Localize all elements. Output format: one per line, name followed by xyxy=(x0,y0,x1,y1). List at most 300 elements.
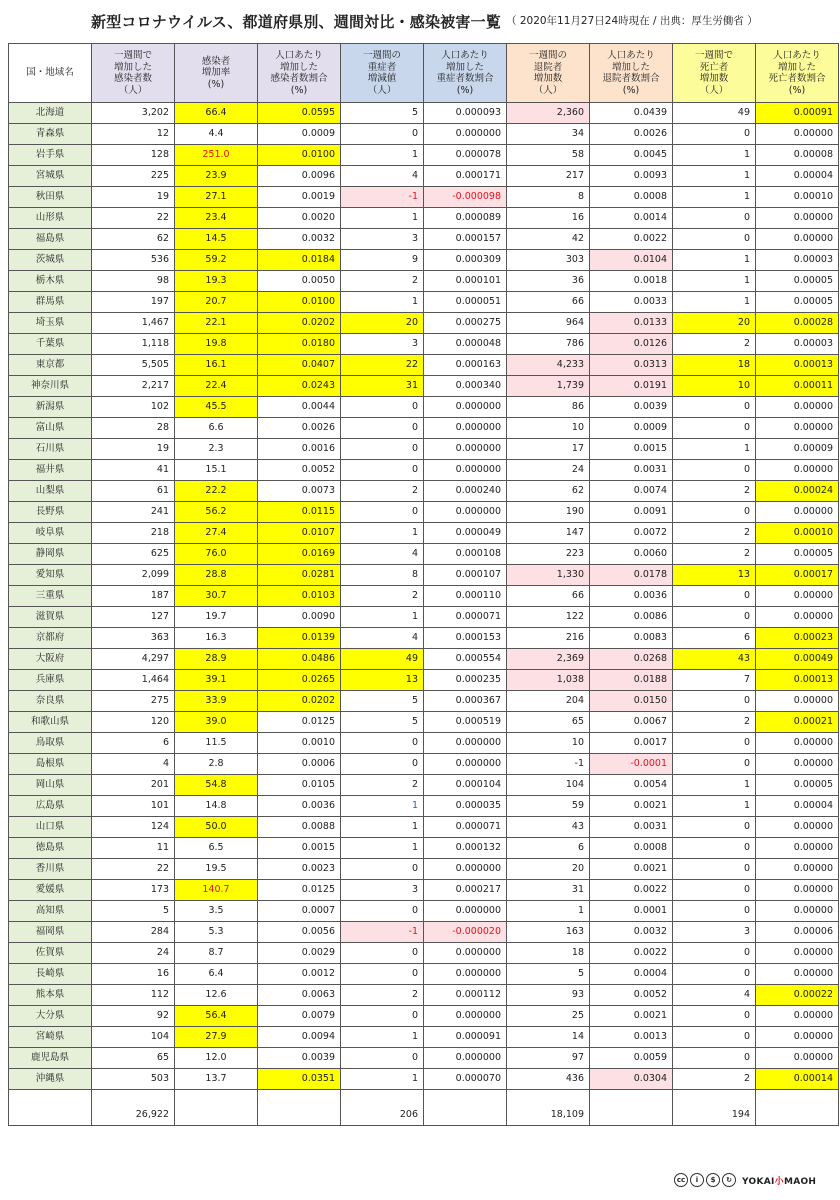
table-cell: 0.0018 xyxy=(590,271,673,292)
table-cell: 0.000101 xyxy=(424,271,507,292)
table-cell: 92 xyxy=(92,1006,175,1027)
prefecture-name: 静岡県 xyxy=(9,544,92,565)
prefecture-name: 群馬県 xyxy=(9,292,92,313)
table-cell: 0.0008 xyxy=(590,187,673,208)
table-cell: 0.0031 xyxy=(590,817,673,838)
table-cell: 0.0407 xyxy=(258,355,341,376)
table-cell: 0.0096 xyxy=(258,166,341,187)
table-cell: 5 xyxy=(92,901,175,922)
prefecture-name: 東京都 xyxy=(9,355,92,376)
table-cell: 0.00008 xyxy=(756,145,839,166)
table-cell: 0.000000 xyxy=(424,1048,507,1069)
table-cell: 1 xyxy=(341,1027,424,1048)
table-cell: 127 xyxy=(92,607,175,628)
table-cell: 1 xyxy=(673,775,756,796)
table-cell: 58 xyxy=(507,145,590,166)
table-cell: 76.0 xyxy=(175,544,258,565)
table-cell: 6.4 xyxy=(175,964,258,985)
table-cell: 0.0022 xyxy=(590,880,673,901)
table-cell: 0.0067 xyxy=(590,712,673,733)
table-cell: 24 xyxy=(92,943,175,964)
table-cell: 0.0009 xyxy=(258,124,341,145)
table-cell: 104 xyxy=(507,775,590,796)
table-cell: 0.00005 xyxy=(756,271,839,292)
table-cell: 104 xyxy=(92,1027,175,1048)
table-cell: 0 xyxy=(673,229,756,250)
prefecture-name: 福岡県 xyxy=(9,922,92,943)
table-cell: 31 xyxy=(341,376,424,397)
table-cell: 0.0191 xyxy=(590,376,673,397)
table-cell: 61 xyxy=(92,481,175,502)
table-cell: 0.0125 xyxy=(258,880,341,901)
total-cell xyxy=(9,1090,92,1126)
prefecture-name: 京都府 xyxy=(9,628,92,649)
table-cell: 6 xyxy=(673,628,756,649)
table-cell: 0.00006 xyxy=(756,922,839,943)
table-row xyxy=(9,313,839,334)
table-cell: 12.0 xyxy=(175,1048,258,1069)
table-cell: 0.00017 xyxy=(756,565,839,586)
table-cell: 0 xyxy=(673,859,756,880)
table-cell: 0.0281 xyxy=(258,565,341,586)
table-cell: 0.000104 xyxy=(424,775,507,796)
table-cell: 0.000240 xyxy=(424,481,507,502)
table-cell: 284 xyxy=(92,922,175,943)
header-row xyxy=(9,44,839,103)
table-cell: 22 xyxy=(341,355,424,376)
prefecture-name: 大阪府 xyxy=(9,649,92,670)
table-cell: 34 xyxy=(507,124,590,145)
table-cell: 0.000171 xyxy=(424,166,507,187)
table-cell: 20 xyxy=(507,859,590,880)
table-cell: 11 xyxy=(92,838,175,859)
table-cell: 0.00010 xyxy=(756,187,839,208)
prefecture-name: 岡山県 xyxy=(9,775,92,796)
table-cell: 0.00004 xyxy=(756,166,839,187)
prefecture-name: 長崎県 xyxy=(9,964,92,985)
table-cell: 0 xyxy=(341,901,424,922)
table-cell: 0.000112 xyxy=(424,985,507,1006)
prefecture-name: 福島県 xyxy=(9,229,92,250)
table-cell: 251.0 xyxy=(175,145,258,166)
prefecture-name: 神奈川県 xyxy=(9,376,92,397)
table-cell: 0.0133 xyxy=(590,313,673,334)
table-row xyxy=(9,481,839,502)
table-cell: 0.0032 xyxy=(258,229,341,250)
table-cell: 0.0021 xyxy=(590,859,673,880)
table-cell: 0.000071 xyxy=(424,817,507,838)
table-cell: 0.0139 xyxy=(258,628,341,649)
table-cell: 0.000091 xyxy=(424,1027,507,1048)
table-cell: 124 xyxy=(92,817,175,838)
table-cell: 8 xyxy=(341,565,424,586)
table-cell: 2,099 xyxy=(92,565,175,586)
table-cell: 3 xyxy=(341,334,424,355)
table-cell: 0.0105 xyxy=(258,775,341,796)
table-cell: 0.000000 xyxy=(424,859,507,880)
table-cell: 0.0073 xyxy=(258,481,341,502)
table-row xyxy=(9,187,839,208)
table-cell: 28 xyxy=(92,418,175,439)
table-cell: 0.000519 xyxy=(424,712,507,733)
table-cell: 10 xyxy=(673,376,756,397)
prefecture-name: 鳥取県 xyxy=(9,733,92,754)
table-cell: 22 xyxy=(92,208,175,229)
table-cell: 0.0115 xyxy=(258,502,341,523)
table-cell: 1 xyxy=(341,145,424,166)
table-cell: 0.00000 xyxy=(756,754,839,775)
table-cell: 0.0079 xyxy=(258,1006,341,1027)
table-cell: 16 xyxy=(92,964,175,985)
table-cell: 24 xyxy=(507,460,590,481)
table-row xyxy=(9,649,839,670)
prefecture-name: 熊本県 xyxy=(9,985,92,1006)
table-cell: 0.00010 xyxy=(756,523,839,544)
table-cell: 0.00000 xyxy=(756,208,839,229)
table-cell: 0 xyxy=(673,817,756,838)
table-cell: -1 xyxy=(507,754,590,775)
table-cell: 0 xyxy=(673,943,756,964)
table-cell: 9 xyxy=(341,250,424,271)
table-cell: 0.000000 xyxy=(424,439,507,460)
prefecture-name: 大分県 xyxy=(9,1006,92,1027)
table-cell: 0.0125 xyxy=(258,712,341,733)
table-cell: 27.4 xyxy=(175,523,258,544)
table-cell: 0.0054 xyxy=(590,775,673,796)
table-cell: 41 xyxy=(92,460,175,481)
table-cell: 28.9 xyxy=(175,649,258,670)
table-cell: 13.7 xyxy=(175,1069,258,1090)
source-note: （ 2020年11月27日24時現在 / 出典：厚生労働省 ） xyxy=(506,15,758,27)
table-cell: 62 xyxy=(92,229,175,250)
table-cell: 2.3 xyxy=(175,439,258,460)
table-cell: 0 xyxy=(673,1048,756,1069)
table-cell: 0.00000 xyxy=(756,838,839,859)
table-cell: 17 xyxy=(507,439,590,460)
table-cell: 0 xyxy=(341,439,424,460)
table-row xyxy=(9,460,839,481)
table-cell: 4,297 xyxy=(92,649,175,670)
table-cell: 0 xyxy=(673,502,756,523)
table-cell: 201 xyxy=(92,775,175,796)
table-cell: 0.000108 xyxy=(424,544,507,565)
table-cell: 0.0351 xyxy=(258,1069,341,1090)
table-cell: 0.000000 xyxy=(424,460,507,481)
table-cell: 0.00013 xyxy=(756,355,839,376)
table-row xyxy=(9,712,839,733)
prefecture-name: 岐阜県 xyxy=(9,523,92,544)
table-cell: 3.5 xyxy=(175,901,258,922)
table-cell: -0.0001 xyxy=(590,754,673,775)
table-cell: 1 xyxy=(341,1069,424,1090)
table-cell: 0.00000 xyxy=(756,586,839,607)
table-cell: 0.000070 xyxy=(424,1069,507,1090)
table-cell: 0.0036 xyxy=(590,586,673,607)
table-cell: 216 xyxy=(507,628,590,649)
table-cell: 0.0304 xyxy=(590,1069,673,1090)
table-cell: 0.000157 xyxy=(424,229,507,250)
table-cell: 0.00000 xyxy=(756,1006,839,1027)
table-cell: 4 xyxy=(673,985,756,1006)
table-cell: 1 xyxy=(673,439,756,460)
table-cell: 0.000035 xyxy=(424,796,507,817)
table-cell: 0.000000 xyxy=(424,943,507,964)
table-cell: 12 xyxy=(92,124,175,145)
table-cell: 0.0052 xyxy=(258,460,341,481)
table-cell: 0.00023 xyxy=(756,628,839,649)
table-cell: 0.00091 xyxy=(756,103,839,124)
table-row xyxy=(9,880,839,901)
table-row xyxy=(9,565,839,586)
table-cell: 964 xyxy=(507,313,590,334)
table-row xyxy=(9,859,839,880)
table-cell: 56.4 xyxy=(175,1006,258,1027)
table-row xyxy=(9,691,839,712)
table-cell: 0 xyxy=(673,754,756,775)
table-cell: 19.3 xyxy=(175,271,258,292)
column-header: 国・地域名 xyxy=(9,44,92,103)
prefecture-name: 石川県 xyxy=(9,439,92,460)
table-row xyxy=(9,964,839,985)
table-cell: 0.0265 xyxy=(258,670,341,691)
table-cell: 0.0083 xyxy=(590,628,673,649)
table-cell: 218 xyxy=(92,523,175,544)
table-cell: 3 xyxy=(341,229,424,250)
table-cell: 27.9 xyxy=(175,1027,258,1048)
table-cell: 0.00000 xyxy=(756,460,839,481)
table-cell: 98 xyxy=(92,271,175,292)
table-cell: 0 xyxy=(673,733,756,754)
table-cell: 187 xyxy=(92,586,175,607)
table-cell: 14 xyxy=(507,1027,590,1048)
table-cell: 0.00003 xyxy=(756,334,839,355)
table-cell: 6.5 xyxy=(175,838,258,859)
table-cell: 0 xyxy=(673,586,756,607)
table-cell: 0.0029 xyxy=(258,943,341,964)
table-cell: 5.3 xyxy=(175,922,258,943)
table-cell: 0 xyxy=(341,859,424,880)
table-cell: 42 xyxy=(507,229,590,250)
table-cell: 22 xyxy=(92,859,175,880)
table-cell: 204 xyxy=(507,691,590,712)
prefecture-name: 佐賀県 xyxy=(9,943,92,964)
table-cell: 0 xyxy=(341,1048,424,1069)
table-row xyxy=(9,418,839,439)
license-badge xyxy=(674,1173,736,1187)
table-cell: 0.00000 xyxy=(756,124,839,145)
prefecture-name: 青森県 xyxy=(9,124,92,145)
table-cell: 20 xyxy=(341,313,424,334)
table-cell: 1,118 xyxy=(92,334,175,355)
table-cell: 0.0126 xyxy=(590,334,673,355)
table-cell: 0.0007 xyxy=(258,901,341,922)
table-cell: 49 xyxy=(341,649,424,670)
table-cell: 0.00005 xyxy=(756,292,839,313)
table-cell: 0.0107 xyxy=(258,523,341,544)
table-cell: 625 xyxy=(92,544,175,565)
table-cell: 0.0009 xyxy=(590,418,673,439)
prefecture-name: 愛知県 xyxy=(9,565,92,586)
table-row xyxy=(9,607,839,628)
table-cell: 0 xyxy=(673,691,756,712)
table-cell: 0 xyxy=(341,754,424,775)
table-cell: 0.0268 xyxy=(590,649,673,670)
table-cell: 1 xyxy=(341,817,424,838)
table-cell: 59 xyxy=(507,796,590,817)
total-cell xyxy=(258,1090,341,1126)
table-row xyxy=(9,124,839,145)
table-cell: 18 xyxy=(673,355,756,376)
totals-row xyxy=(9,1090,839,1126)
prefecture-name: 秋田県 xyxy=(9,187,92,208)
table-row xyxy=(9,145,839,166)
table-cell: 0.00000 xyxy=(756,817,839,838)
table-cell: 0.0016 xyxy=(258,439,341,460)
table-row xyxy=(9,523,839,544)
table-cell: 0.0243 xyxy=(258,376,341,397)
prefecture-table xyxy=(8,43,839,1126)
table-cell: 303 xyxy=(507,250,590,271)
table-cell: 27.1 xyxy=(175,187,258,208)
table-cell: 0 xyxy=(673,418,756,439)
cc-icon: cc xyxy=(674,1173,688,1187)
prefecture-name: 茨城県 xyxy=(9,250,92,271)
table-cell: 0 xyxy=(673,1027,756,1048)
prefecture-name: 岩手県 xyxy=(9,145,92,166)
table-cell: 0.000000 xyxy=(424,733,507,754)
column-header: 人口あたり 増加した 重症者数割合 (%) xyxy=(424,44,507,103)
by-icon: i xyxy=(690,1173,704,1187)
table-cell: 14.5 xyxy=(175,229,258,250)
table-cell: 19.8 xyxy=(175,334,258,355)
table-cell: 20.7 xyxy=(175,292,258,313)
table-cell: 0.00014 xyxy=(756,1069,839,1090)
prefecture-name: 山形県 xyxy=(9,208,92,229)
table-cell: 0.0039 xyxy=(258,1048,341,1069)
prefecture-name: 富山県 xyxy=(9,418,92,439)
prefecture-name: 宮城県 xyxy=(9,166,92,187)
table-cell: 190 xyxy=(507,502,590,523)
table-cell: 5 xyxy=(507,964,590,985)
table-row xyxy=(9,229,839,250)
table-cell: 0 xyxy=(673,880,756,901)
table-cell: 0.00024 xyxy=(756,481,839,502)
total-cell xyxy=(756,1090,839,1126)
table-row xyxy=(9,1048,839,1069)
table-cell: 45.5 xyxy=(175,397,258,418)
prefecture-name: 三重県 xyxy=(9,586,92,607)
table-cell: 65 xyxy=(92,1048,175,1069)
total-cell xyxy=(590,1090,673,1126)
table-row xyxy=(9,670,839,691)
table-cell: 536 xyxy=(92,250,175,271)
table-cell: 4.4 xyxy=(175,124,258,145)
table-cell: 0.0313 xyxy=(590,355,673,376)
table-cell: 1 xyxy=(341,838,424,859)
table-cell: 0.0026 xyxy=(590,124,673,145)
table-row xyxy=(9,166,839,187)
table-cell: 1 xyxy=(673,145,756,166)
table-cell: 0 xyxy=(673,124,756,145)
prefecture-name: 埼玉県 xyxy=(9,313,92,334)
column-header: 感染者 増加率 (%) xyxy=(175,44,258,103)
table-cell: 122 xyxy=(507,607,590,628)
prefecture-name: 北海道 xyxy=(9,103,92,124)
table-row xyxy=(9,355,839,376)
table-cell: 13 xyxy=(673,565,756,586)
total-cell: 18,109 xyxy=(507,1090,590,1126)
table-cell: 0.0022 xyxy=(590,229,673,250)
table-cell: 0.0091 xyxy=(590,502,673,523)
table-cell: 6.6 xyxy=(175,418,258,439)
table-cell: 0.00000 xyxy=(756,880,839,901)
table-cell: 8 xyxy=(507,187,590,208)
table-row xyxy=(9,271,839,292)
table-row xyxy=(9,628,839,649)
table-cell: 1 xyxy=(341,607,424,628)
table-cell: 0.000078 xyxy=(424,145,507,166)
table-cell: 0 xyxy=(673,1006,756,1027)
table-cell: 6 xyxy=(92,733,175,754)
table-cell: 0.000309 xyxy=(424,250,507,271)
table-cell: 3 xyxy=(341,880,424,901)
table-row xyxy=(9,1069,839,1090)
table-row xyxy=(9,817,839,838)
column-header: 一週間で 増加した 感染者数 （人） xyxy=(92,44,175,103)
table-row xyxy=(9,796,839,817)
table-cell: 0.000132 xyxy=(424,838,507,859)
table-cell: 0.0486 xyxy=(258,649,341,670)
table-cell: 2 xyxy=(341,775,424,796)
table-cell: 49 xyxy=(673,103,756,124)
table-cell: 0.0086 xyxy=(590,607,673,628)
table-row xyxy=(9,1027,839,1048)
table-cell: 0.000049 xyxy=(424,523,507,544)
table-cell: 0.000235 xyxy=(424,670,507,691)
column-header: 人口あたり 増加した 退院者数割合 (%) xyxy=(590,44,673,103)
prefecture-name: 奈良県 xyxy=(9,691,92,712)
table-cell: 6 xyxy=(507,838,590,859)
table-cell: 2 xyxy=(673,712,756,733)
table-cell: 0.0015 xyxy=(590,439,673,460)
prefecture-name: 沖縄県 xyxy=(9,1069,92,1090)
footer xyxy=(674,1173,816,1187)
table-cell: 0.000089 xyxy=(424,208,507,229)
table-cell: 0.0004 xyxy=(590,964,673,985)
table-cell: 0.00000 xyxy=(756,229,839,250)
table-cell: 0.000000 xyxy=(424,502,507,523)
table-cell: 0.000217 xyxy=(424,880,507,901)
table-cell: 0.000071 xyxy=(424,607,507,628)
table-cell: 0.00000 xyxy=(756,1048,839,1069)
table-cell: 436 xyxy=(507,1069,590,1090)
table-cell: 0.00000 xyxy=(756,502,839,523)
prefecture-name: 広島県 xyxy=(9,796,92,817)
table-cell: 0.000000 xyxy=(424,124,507,145)
table-cell: 0.00004 xyxy=(756,796,839,817)
table-cell: 0.00000 xyxy=(756,901,839,922)
table-cell: 0.0184 xyxy=(258,250,341,271)
table-cell: 10 xyxy=(507,733,590,754)
table-cell: 0.000000 xyxy=(424,418,507,439)
table-cell: 0.00028 xyxy=(756,313,839,334)
table-cell: 33.9 xyxy=(175,691,258,712)
table-cell: 0.0180 xyxy=(258,334,341,355)
table-cell: 0.0033 xyxy=(590,292,673,313)
table-cell: 0.00013 xyxy=(756,670,839,691)
table-row xyxy=(9,292,839,313)
table-cell: 0 xyxy=(341,460,424,481)
